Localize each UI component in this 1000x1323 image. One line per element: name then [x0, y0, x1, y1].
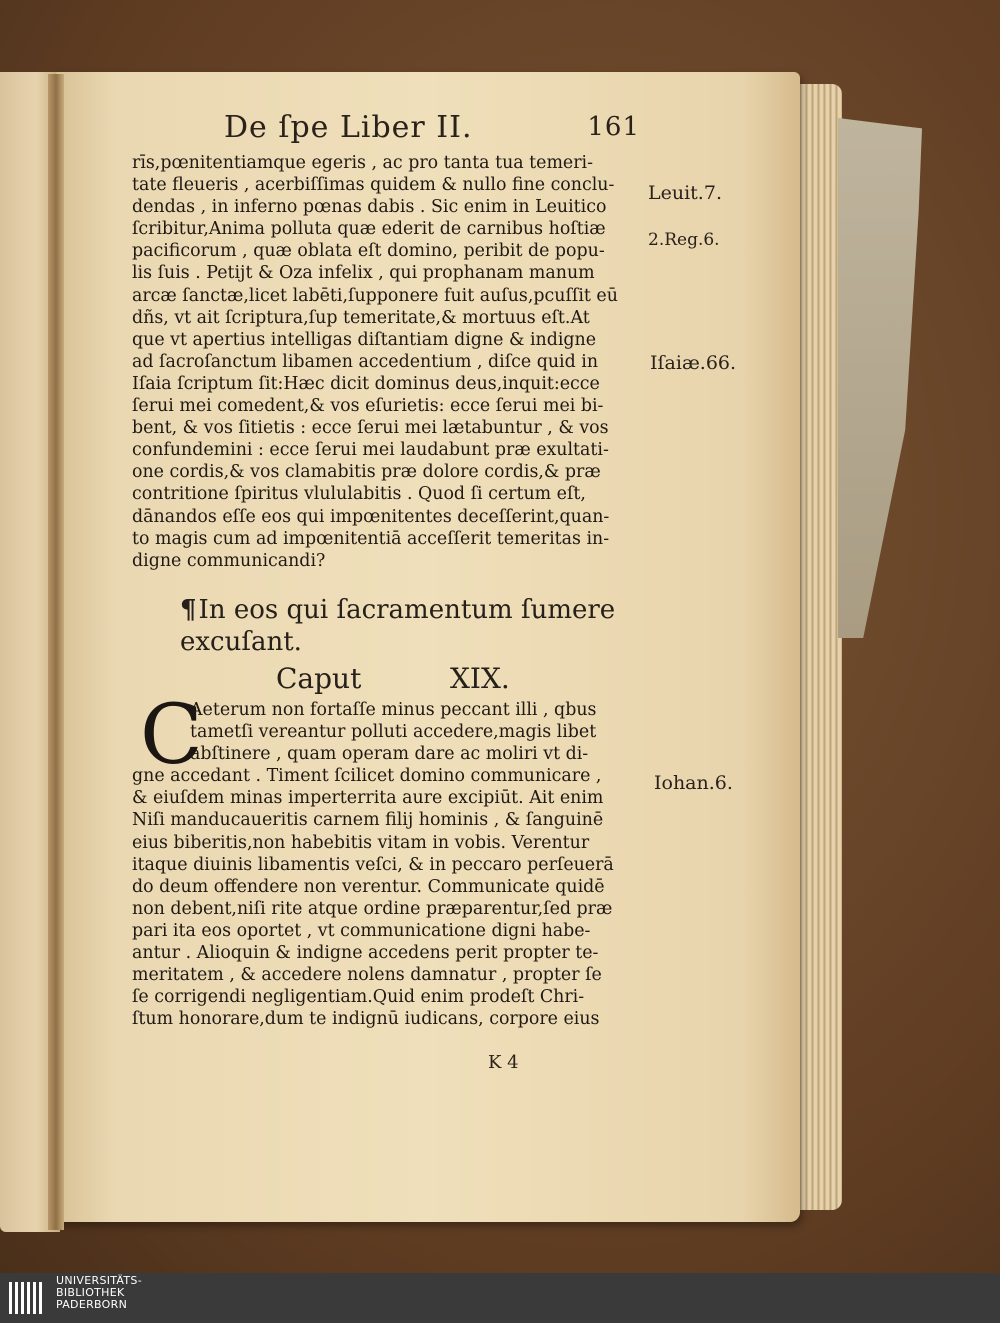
- text-line: dñs, vt ait ſcriptura,ſup temeritate,& mortuus eſt.At: [132, 307, 590, 328]
- text-line: ſcribitur,Anima polluta quæ ederit de carnibus hoſtiæ: [132, 219, 606, 240]
- text-line: ſe corrigendi negligentiam.Quid enim prodeſt Chri-: [132, 987, 585, 1008]
- text-line: ſtum honorare,dum te indignū iudicans, corpore eius: [132, 1009, 600, 1030]
- text-line: non debent,niſi rite atque ordine præparentur,ſed præ: [132, 898, 613, 919]
- text-line: tametſi vereantur polluti accedere,magis libet: [190, 722, 597, 743]
- chapter-heading: [180, 594, 650, 658]
- text-line: rīs,pœnitentiamque egeris , ac pro tanta tua temeri-: [132, 153, 593, 173]
- text-line: Niſi manducaueritis carnem filij hominis , & ſanguinē: [132, 810, 604, 831]
- page-number: 161: [587, 112, 640, 142]
- text-line: & eiuſdem minas imperterrita aure excipiūt. Ait enim: [132, 788, 604, 809]
- text-line: itaque diuinis libamentis veſci, & in peccaro perſeuerā: [132, 854, 614, 875]
- text-line: Iſaia ſcriptum ſit:Hæc dicit dominus deus,inquit:ecce: [132, 373, 600, 394]
- library-footer: [0, 1273, 1000, 1323]
- text-line: gne accedant . Timent ſcilicet domino communicare ,: [132, 766, 602, 787]
- library-line-1: UNIVERSITÄTS-: [56, 1274, 142, 1287]
- text-line: bent, & vos ſitietis : ecce ſerui mei lætabuntur , & vos: [132, 418, 609, 439]
- heading-line-1: In eos qui ſacramentum ſumere: [198, 595, 616, 625]
- paragraph-1: [132, 152, 648, 572]
- paragraph-2: [132, 688, 648, 1030]
- text-line: ſerui mei comedent,& vos eſurietis: ecce ſerui mei bi-: [132, 396, 604, 417]
- text-line: confundemini : ecce ſerui mei laudabunt præ exultati-: [132, 440, 609, 461]
- text-line: dendas , in inferno pœnas dabis . Sic enim in Leuitico: [132, 197, 607, 218]
- margin-note-isaiae: Iſaiæ.66.: [650, 352, 737, 374]
- text-line: ad ſacroſanctum libamen accedentium , diſce quid in: [132, 351, 599, 372]
- text-line: one cordis,& vos clamabitis præ dolore cordis,& præ: [132, 462, 601, 483]
- library-line-3: PADERBORN: [56, 1298, 128, 1311]
- margin-note-iohan: Iohan.6.: [654, 772, 733, 794]
- text-line: dānandos eſſe eos qui impœnitentes deceſſerint,quan-: [132, 506, 610, 527]
- text-line: to magis cum ad impœnitentiā acceſſerit temeritas in-: [132, 528, 610, 549]
- text-line: contritione ſpiritus vlululabitis . Quod ſi certum eſt,: [132, 484, 586, 505]
- text-line: pacificorum , quæ oblata eſt domino, peribit de popu-: [132, 241, 605, 262]
- pilcrow-mark: ¶: [180, 595, 197, 625]
- library-line-2: BIBLIOTHEK: [56, 1286, 125, 1299]
- margin-note-leuit: Leuit.7.: [648, 182, 722, 204]
- caput-numeral: XIX.: [450, 662, 510, 695]
- heading-line-2: excuſant.: [180, 627, 302, 657]
- text-line: do deum offendere non verentur. Communicate quidē: [132, 876, 605, 897]
- library-logo-icon: [8, 1280, 48, 1316]
- text-line: lis ſuis . Petijt & Oza infelix , qui prophanam manum: [132, 263, 595, 284]
- text-line: tate fleueris , acerbiſſimas quidem & nullo fine conclu-: [132, 175, 615, 196]
- text-line: digne communicandi?: [132, 550, 326, 571]
- text-line: eius biberitis,non habebitis vitam in vobis. Verentur: [132, 832, 590, 853]
- text-line: que vt apertius intelligas diſtantiam digne & indigne: [132, 329, 597, 350]
- text-line: arcæ ſanctæ,licet labēti,ſupponere fuit auſus,pcuſſit eū: [132, 285, 618, 306]
- caput-word: Caput: [276, 662, 362, 695]
- running-head: [224, 110, 644, 150]
- text-line: Aeterum non fortaſſe minus peccant illi , qbus: [190, 700, 597, 720]
- text-line: pari ita eos oportet , vt communicatione digni habe-: [132, 920, 591, 941]
- drop-capital: C: [140, 688, 203, 783]
- book-gutter: [48, 74, 64, 1230]
- running-head-title: De ſpe Liber II.: [224, 110, 473, 145]
- text-line: antur . Alioquin & indigne accedens perit propter te-: [132, 943, 599, 964]
- chapter-number: [276, 662, 656, 698]
- signature-mark: K 4: [488, 1052, 519, 1073]
- margin-note-reg: 2.Reg.6.: [648, 230, 720, 250]
- text-line: meritatem , & accedere nolens damnatur , propter ſe: [132, 965, 602, 986]
- library-name: [56, 1275, 142, 1311]
- text-line: abſtinere , quam operam dare ac moliri vt di-: [190, 744, 589, 765]
